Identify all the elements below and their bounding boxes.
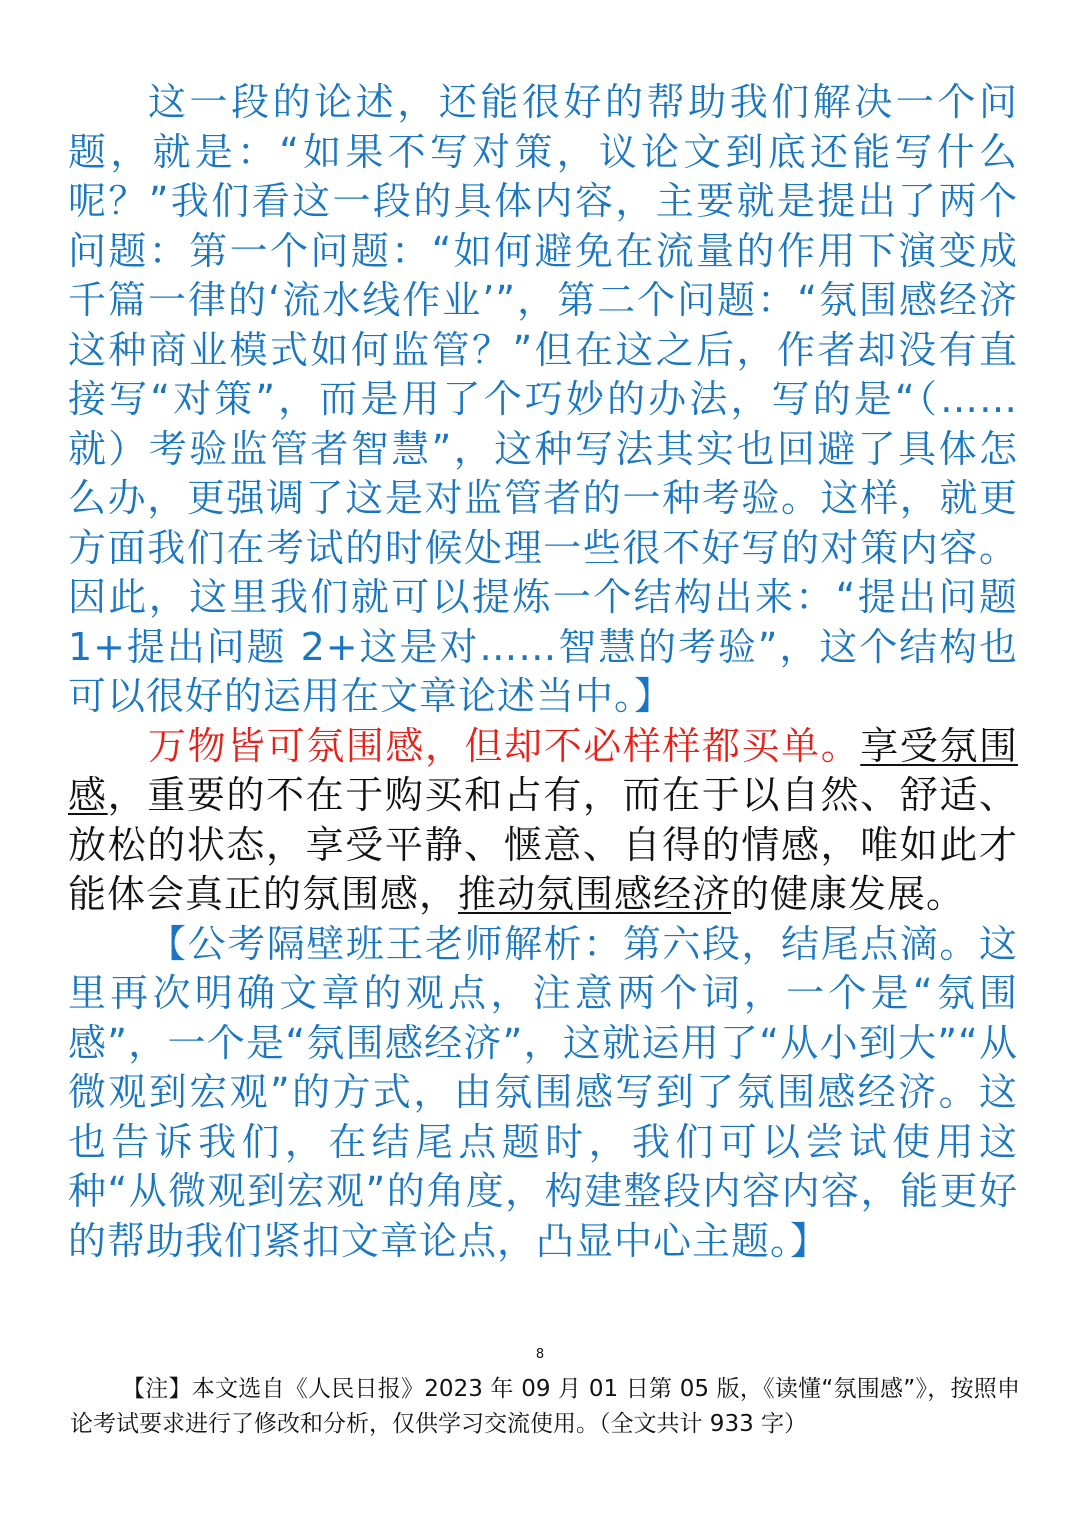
underlined-phrase-promote-economy: 推动氛围感经济 <box>458 872 732 916</box>
paragraph-six-middle-text: ，重要的不在于购买和占有，而在于以自然、舒适、放松的状态，享受平静、惬意、自得的情感，唯如此才能体会真正的氛围感， <box>68 773 1018 916</box>
source-footnote: 【注】本文选自《人民日报》2023 年 09 月 01 日第 05 版，《读懂“氛围感”》，按照申论考试要求进行了修改和分析，仅供学习交流使用。（全文共计 933 字） <box>70 1376 1020 1437</box>
article-paragraph-six <box>68 722 1018 920</box>
analysis-paragraph-six: 【公考隔壁班王老师解析：第六段，结尾点滴。这里再次明确文章的观点，注意两个词，一个是“氛围感”，一个是“氛围感经济”，这就运用了“从小到大”“从微观到宏观”的方式，由氛围感写到了氛围感经济。这也告诉我们，在结尾点题时，我们可以尝试使用这种“从微观到宏观”的角度，构建整段内容内容，能更好的帮助我们紧扣文章论点，凸显中心主题。】 <box>68 921 1018 1263</box>
page-number: 8 <box>535 1347 545 1362</box>
paragraph-six-end-text: 的健康发展。 <box>731 872 966 916</box>
analysis-paragraph-continuation: 这一段的论述，还能很好的帮助我们解决一个问题，就是：“如果不写对策，议论文到底还能写什么呢？”我们看这一段的具体内容，主要就是提出了两个问题：第一个问题：“如何避免在流量的作用下演变成千篇一律的‘流水线作业’”，第二个问题：“氛围感经济这种商业模式如何监管？”但在这之后，作者却没有直接写“对策”，而是用了个巧妙的办法，写的是“（……就）考验监管者智慧”，这种写法其实也回避了具体怎么办，更强调了这是对监管者的一种考验。这样，就更方面我们在考试的时候处理一些很不好写的对策内容。因此，这里我们就可以提炼一个结构出来：“提出问题 1+提出问题 2+这是对……智慧的考验”，这个结构也可以很好的运用在文章论述当中。】 <box>68 80 1018 718</box>
emphasis-sentence: 万物皆可氛围感，但却不必样样都买单。 <box>148 723 861 768</box>
underlined-phrase-enjoy-atmosphere: 享受氛围感 <box>68 723 1018 817</box>
article-body <box>68 78 1018 1266</box>
